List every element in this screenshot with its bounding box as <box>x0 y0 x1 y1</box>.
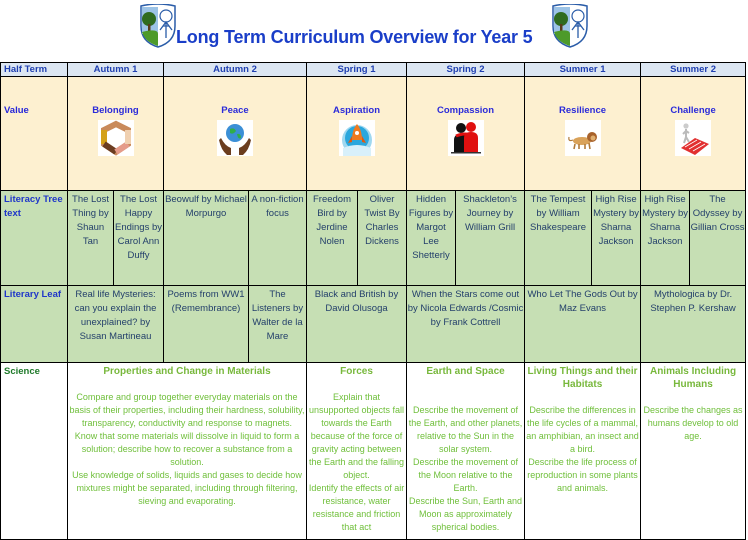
value-cell <box>164 77 307 191</box>
term-header-summer-1: Summer 1 <box>525 63 641 77</box>
literacy-tree-cell: The Lost Happy Endings by Carol Ann Duffy <box>114 191 164 286</box>
literacy-tree-row <box>1 191 746 286</box>
curriculum-table <box>0 62 746 540</box>
row-label-value: Value <box>1 77 68 191</box>
literacy-tree-cell: High Rise Mystery by Sharna Jackson <box>592 191 641 286</box>
term-header-autumn-1: Autumn 1 <box>68 63 164 77</box>
value-cell <box>641 77 746 191</box>
value-cell <box>407 77 525 191</box>
value-name: Belonging <box>92 105 139 116</box>
science-cell <box>641 363 746 540</box>
header-row <box>1 63 746 77</box>
value-cell <box>307 77 407 191</box>
embracing-people-icon <box>448 120 484 156</box>
science-cell <box>525 363 641 540</box>
science-topic: Animals Including Humans <box>649 366 737 390</box>
literary-leaf-row <box>1 286 746 363</box>
value-name: Resilience <box>559 105 607 116</box>
literacy-tree-cell: Beowulf by Michael Morpurgo <box>164 191 249 286</box>
science-description: Compare and group together everyday materials on the basis of their properties, including their hardness, solubility, transparency, conductivity and response to magnets. Know that some materials will dissolve in liquid to form a solution; describe how to recover a substance from a solution. Use knowledge of solids, liquids and gases to decide how mixtures might be separated, including through filtering, sieving and evaporating. <box>69 392 305 506</box>
value-cell <box>68 77 164 191</box>
science-topic: Properties and Change in Materials <box>103 366 271 377</box>
science-cell <box>407 363 525 540</box>
hands-holding-globe-icon <box>217 120 253 156</box>
school-crest-logo-right <box>551 4 589 48</box>
page-title: Long Term Curriculum Overview for Year 5 <box>176 27 533 47</box>
value-row <box>1 77 746 191</box>
science-description: Explain that unsupported objects fall towards the Earth because of the force of gravity acting between the Earth and the falling object. Identify the effects of air resistance, water resistance and friction that act <box>308 392 405 532</box>
school-crest-icon <box>551 4 589 48</box>
literacy-tree-cell: The Odyssey by Gillian Cross <box>690 191 746 286</box>
row-label-half-term: Half Term <box>1 63 68 77</box>
science-topic: Forces <box>340 366 373 377</box>
term-header-spring-2: Spring 2 <box>407 63 525 77</box>
value-cell <box>525 77 641 191</box>
rocket-icon <box>339 120 375 156</box>
row-label-literary-leaf: Literary Leaf <box>1 286 68 363</box>
literary-leaf-cell: The Listeners by Walter de la Mare <box>249 286 307 363</box>
row-label-science: Science <box>1 363 68 540</box>
science-topic: Earth and Space <box>426 366 505 377</box>
literacy-tree-cell: Oliver Twist By Charles Dickens <box>358 191 407 286</box>
term-header-summer-2: Summer 2 <box>641 63 746 77</box>
science-cell <box>307 363 407 540</box>
literacy-tree-cell: A non-fiction focus <box>249 191 307 286</box>
science-cell <box>68 363 307 540</box>
literary-leaf-cell: Poems from WW1 (Remembrance) <box>164 286 249 363</box>
literary-leaf-cell: Mythologica by Dr. Stephen P. Kershaw <box>641 286 746 363</box>
literary-leaf-cell: When the Stars come out by Nicola Edwards /Cosmic by Frank Cottrell <box>407 286 525 363</box>
figure-climbing-steps-icon <box>675 120 711 156</box>
science-row <box>1 363 746 540</box>
science-description: Describe the movement of the Earth, and other planets, relative to the Sun in the solar system. Describe the movement of the Moon relative to the Earth. Describe the Sun, Earth and Moon as approximately spherical bodies. <box>408 405 523 532</box>
school-crest-icon <box>139 4 177 48</box>
literacy-tree-cell: Freedom Bird by Jerdine Nolen <box>307 191 358 286</box>
science-description: Describe the differences in the life cycles of a mammal, an amphibian, an insect and a bird. Describe the life process of reproduction in some plants and animals. <box>526 405 639 493</box>
term-header-autumn-2: Autumn 2 <box>164 63 307 77</box>
literary-leaf-cell: Black and British by David Olusoga <box>307 286 407 363</box>
literacy-tree-cell: Shackleton’s Journey by William Grill <box>456 191 525 286</box>
term-header-spring-1: Spring 1 <box>307 63 407 77</box>
literary-leaf-cell: Who Let The Gods Out by Maz Evans <box>525 286 641 363</box>
literacy-tree-cell: The Tempest by William Shakespeare <box>525 191 592 286</box>
value-name: Challenge <box>670 105 716 116</box>
joined-hands-circle-icon <box>98 120 134 156</box>
literacy-tree-cell: Hidden Figures by Margot Lee Shetterly <box>407 191 456 286</box>
literary-leaf-cell: Real life Mysteries: can you explain the unexplained? by Susan Martineau <box>68 286 164 363</box>
value-name: Peace <box>221 105 249 116</box>
row-label-literacy-tree: Literacy Tree text <box>1 191 68 286</box>
value-name: Compassion <box>437 105 495 116</box>
science-description: Describe the changes as humans develop to old age. <box>643 405 743 441</box>
lion-icon <box>565 120 601 156</box>
school-crest-logo-left <box>139 4 177 48</box>
value-name: Aspiration <box>333 105 380 116</box>
science-topic: Living Things and their Habitats <box>527 366 638 390</box>
literacy-tree-cell: High Rise Mystery by Sharna Jackson <box>641 191 690 286</box>
literacy-tree-cell: The Lost Thing by Shaun Tan <box>68 191 114 286</box>
